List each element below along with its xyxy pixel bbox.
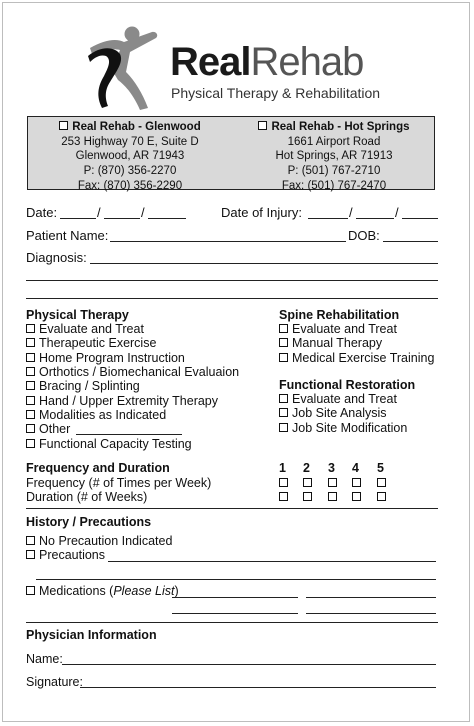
location-city: Glenwood, AR 71943 <box>75 150 185 163</box>
brand-light: Rehab <box>250 40 364 84</box>
precautions-option[interactable]: Precautions <box>26 548 105 562</box>
spine-option-evaluate[interactable]: Evaluate and Treat <box>279 322 397 336</box>
location-fax: Fax: (501) 767-2470 <box>281 179 387 192</box>
pt-option-evaluate[interactable]: Evaluate and Treat <box>26 322 144 336</box>
location-street: 253 Highway 70 E, Suite D <box>61 135 199 148</box>
pt-option-other[interactable]: Other <box>26 422 70 436</box>
date-label: Date: <box>26 205 58 220</box>
divider <box>26 622 438 623</box>
frequency-checkbox-5[interactable] <box>377 478 386 487</box>
duration-checkbox-1[interactable] <box>279 492 288 501</box>
pt-option-therapeutic-exercise[interactable]: Therapeutic Exercise <box>26 336 156 350</box>
frequency-checkbox-1[interactable] <box>279 478 288 487</box>
medications-field-2[interactable] <box>306 597 436 598</box>
scale-number: 1 <box>279 461 286 475</box>
locations-box <box>27 116 435 190</box>
dob-label: DOB: <box>348 228 380 243</box>
medications-field-4[interactable] <box>306 613 436 614</box>
running-figure-logo-icon <box>86 26 166 112</box>
pt-option-hand-upper[interactable]: Hand / Upper Extremity Therapy <box>26 394 218 408</box>
scale-number: 5 <box>377 461 384 475</box>
brand-bold: Real <box>170 40 251 84</box>
location-phone: P: (501) 767-2710 <box>287 165 381 178</box>
spine-rehab-title: Spine Rehabilitation <box>279 308 400 322</box>
pt-other-field[interactable] <box>76 434 182 435</box>
duration-checkbox-5[interactable] <box>377 492 386 501</box>
medications-field-3[interactable] <box>172 613 298 614</box>
divider <box>26 508 438 509</box>
location-hot-springs <box>232 120 436 194</box>
pt-option-home-program[interactable]: Home Program Instruction <box>26 351 185 365</box>
functional-restoration-title: Functional Restoration <box>279 378 416 392</box>
duration-checkbox-3[interactable] <box>328 492 337 501</box>
location-city: Hot Springs, AR 71913 <box>275 150 393 163</box>
date-day-field[interactable] <box>104 218 140 219</box>
location-checkbox[interactable] <box>258 121 267 130</box>
medications-field-1[interactable] <box>172 597 298 598</box>
pt-option-orthotics[interactable]: Orthotics / Biomechanical Evaluaion <box>26 365 239 379</box>
diagnosis-field[interactable] <box>90 263 438 264</box>
injury-month-field[interactable] <box>308 218 348 219</box>
functional-option-evaluate[interactable]: Evaluate and Treat <box>279 392 397 406</box>
physician-name-label: Name: <box>26 652 63 666</box>
signature-label: Signature: <box>26 675 83 689</box>
dob-field[interactable] <box>383 241 438 242</box>
no-precaution-option[interactable]: No Precaution Indicated <box>26 534 172 548</box>
diagnosis-label: Diagnosis: <box>26 250 87 265</box>
frequency-checkbox-3[interactable] <box>328 478 337 487</box>
please-list-note: Please List <box>113 584 175 598</box>
frequency-checkbox-4[interactable] <box>352 478 361 487</box>
divider <box>26 298 438 299</box>
precautions-field[interactable] <box>108 561 436 562</box>
date-year-field[interactable] <box>148 218 186 219</box>
location-street: 1661 Airport Road <box>287 135 381 148</box>
duration-checkbox-2[interactable] <box>303 492 312 501</box>
injury-date-label: Date of Injury: <box>221 205 302 220</box>
brand-tagline: Physical Therapy & Rehabilitation <box>171 85 381 101</box>
date-slash: / <box>97 205 101 220</box>
functional-option-job-site-modification[interactable]: Job Site Modification <box>279 421 407 435</box>
pt-option-bracing[interactable]: Bracing / Splinting <box>26 379 140 393</box>
injury-year-field[interactable] <box>402 218 438 219</box>
pt-option-modalities[interactable]: Modalities as Indicated <box>26 408 166 422</box>
spine-option-medical-exercise[interactable]: Medical Exercise Training <box>279 351 434 365</box>
medications-option[interactable]: Medications (Please List) <box>26 584 179 598</box>
location-phone: P: (870) 356-2270 <box>83 165 177 178</box>
patient-name-label: Patient Name: <box>26 228 109 243</box>
diagnosis-field-line-2[interactable] <box>26 280 438 281</box>
scale-number: 4 <box>352 461 359 475</box>
brand-name <box>170 42 363 82</box>
date-slash: / <box>141 205 145 220</box>
date-month-field[interactable] <box>60 218 96 219</box>
scale-number: 2 <box>303 461 310 475</box>
date-slash: / <box>349 205 353 220</box>
duration-checkbox-4[interactable] <box>352 492 361 501</box>
date-slash: / <box>395 205 399 220</box>
location-name: Real Rehab - Hot Springs <box>271 121 410 133</box>
injury-day-field[interactable] <box>356 218 394 219</box>
signature-field[interactable] <box>80 687 436 688</box>
pt-option-functional-capacity[interactable]: Functional Capacity Testing <box>26 437 192 451</box>
duration-label: Duration (# of Weeks) <box>26 490 148 504</box>
precautions-field-line-2[interactable] <box>36 579 436 580</box>
physician-name-field[interactable] <box>62 664 436 665</box>
location-checkbox[interactable] <box>59 121 68 130</box>
scale-number: 3 <box>328 461 335 475</box>
location-glenwood <box>28 120 232 194</box>
physical-therapy-title: Physical Therapy <box>26 308 129 322</box>
history-title: History / Precautions <box>26 515 152 529</box>
spine-option-manual-therapy[interactable]: Manual Therapy <box>279 336 382 350</box>
patient-name-field[interactable] <box>110 241 346 242</box>
location-name: Real Rehab - Glenwood <box>72 121 201 133</box>
physician-title: Physician Information <box>26 628 157 642</box>
frequency-title: Frequency and Duration <box>26 461 170 475</box>
frequency-label: Frequency (# of Times per Week) <box>26 476 212 490</box>
frequency-checkbox-2[interactable] <box>303 478 312 487</box>
location-fax: Fax: (870) 356-2290 <box>77 179 183 192</box>
functional-option-job-site-analysis[interactable]: Job Site Analysis <box>279 406 387 420</box>
